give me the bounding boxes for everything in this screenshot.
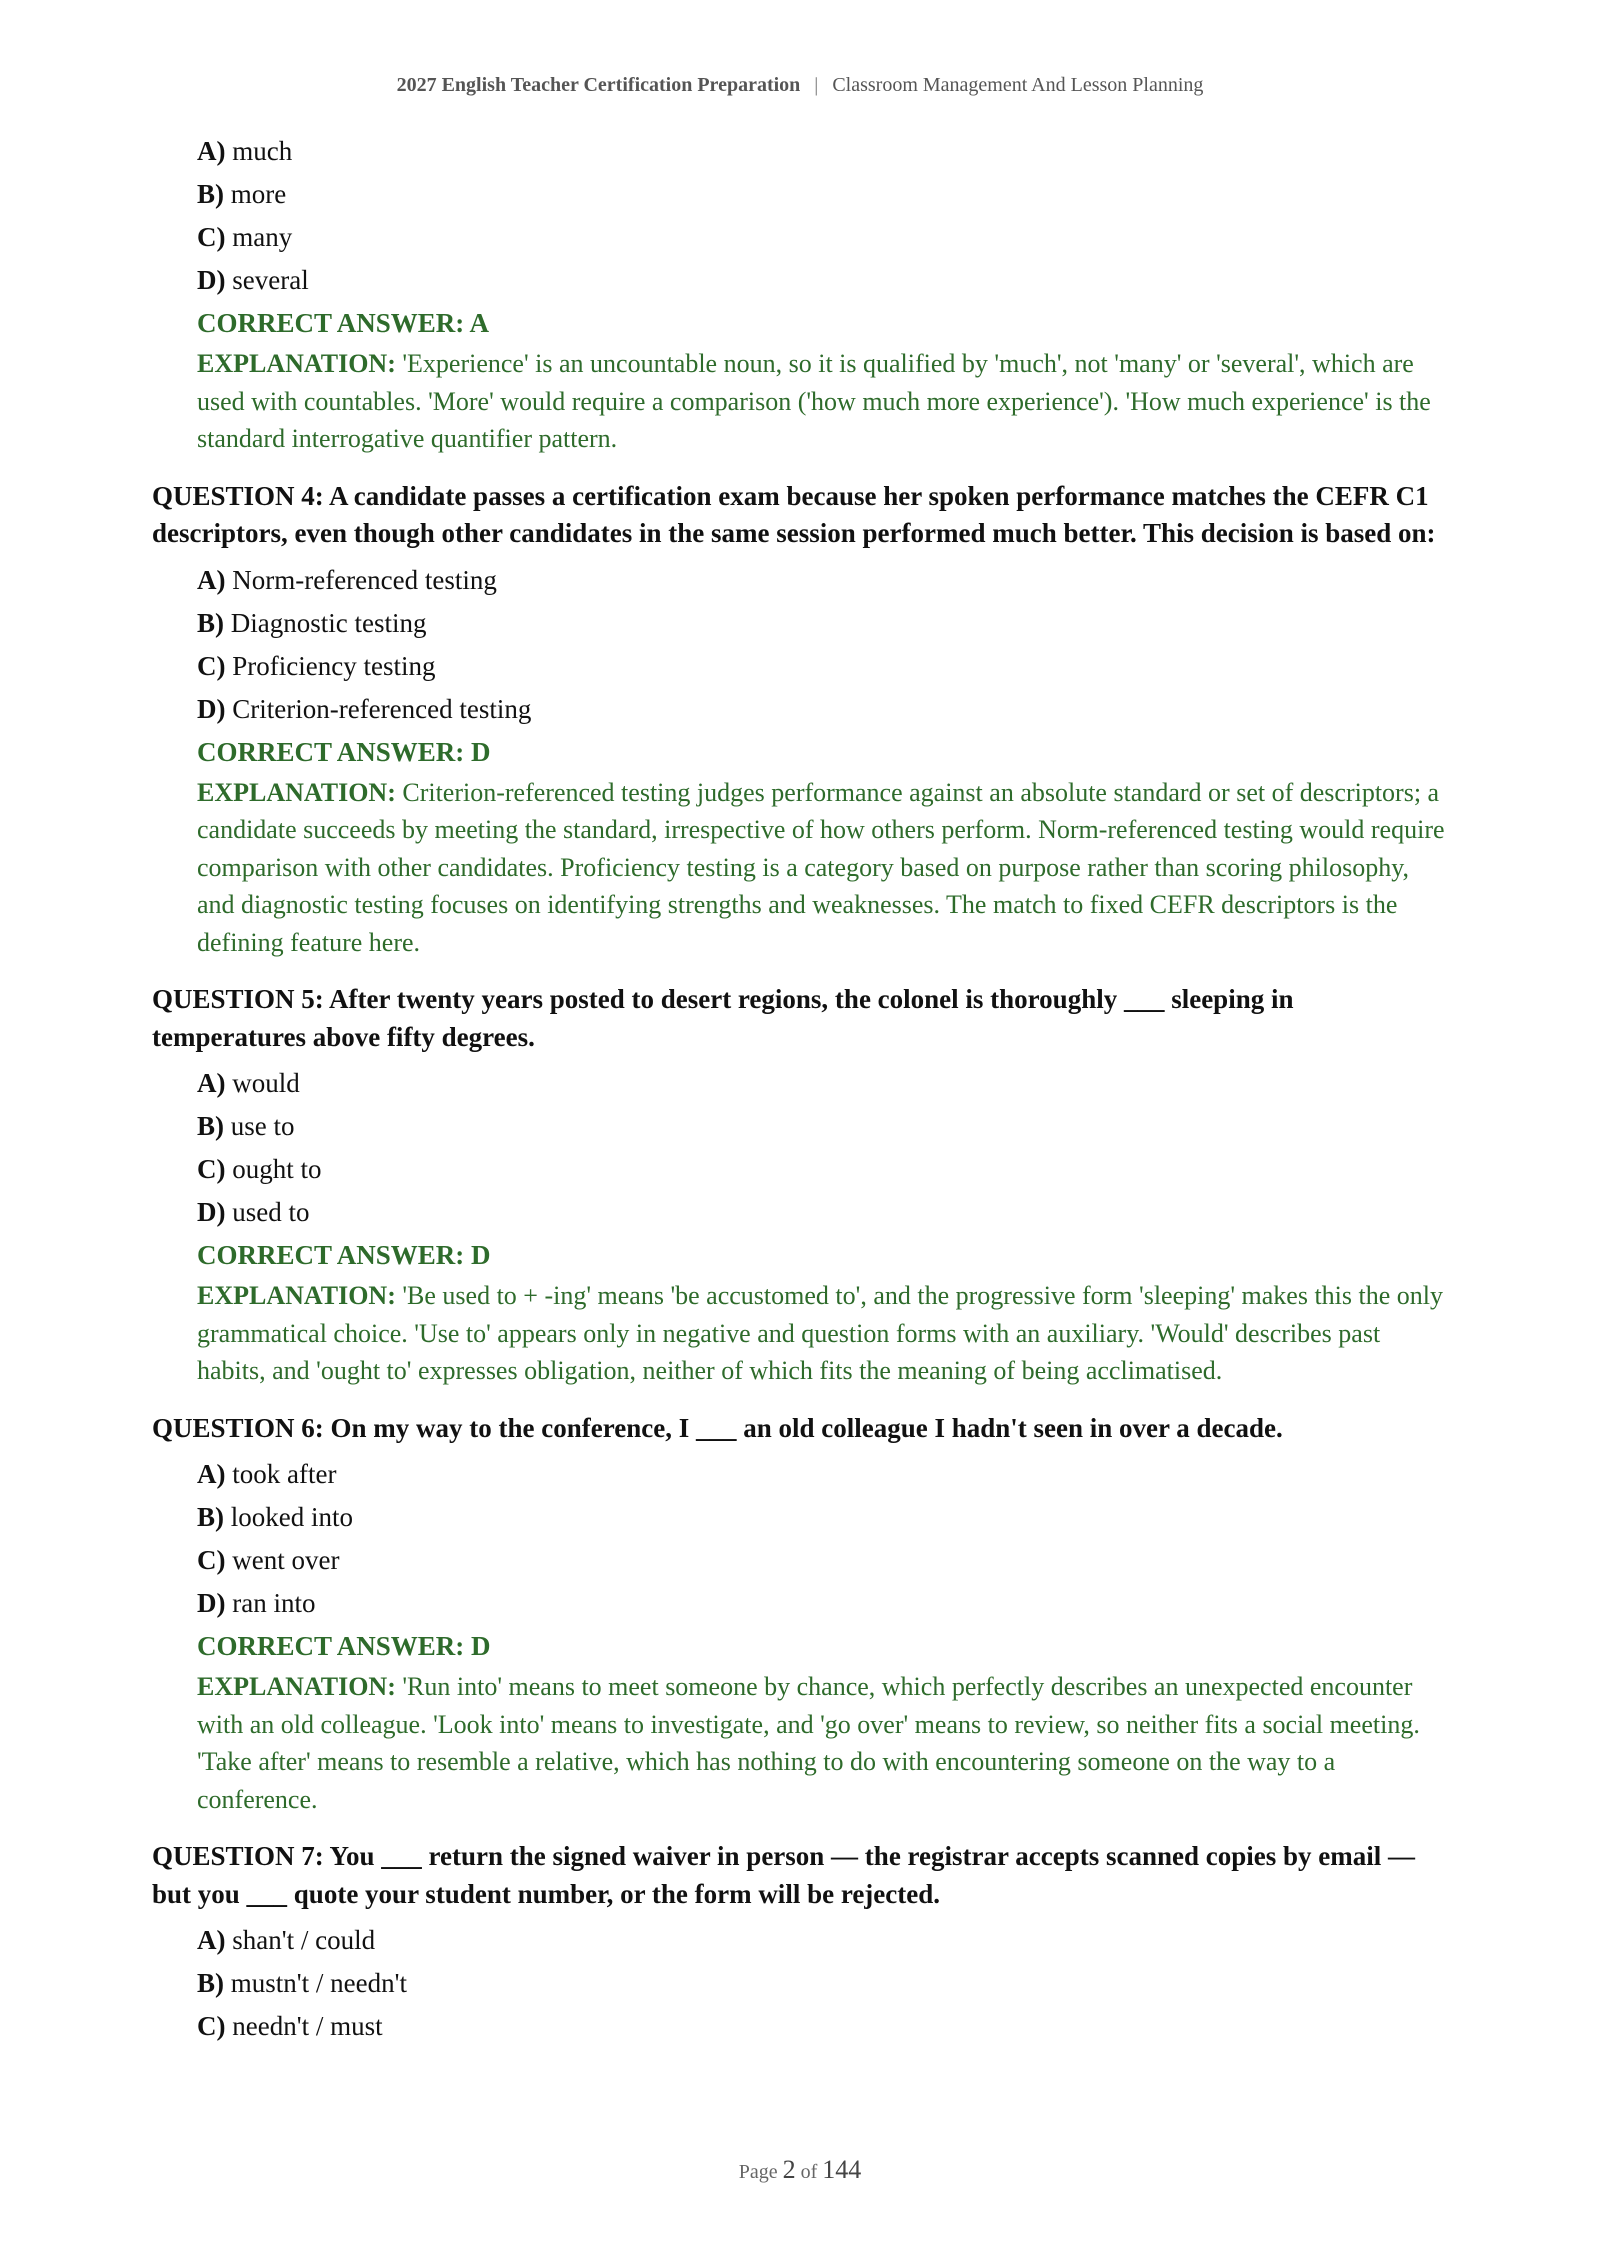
question-3-continuation xyxy=(152,130,1452,458)
option-letter: D) xyxy=(197,1197,226,1227)
header-separator: | xyxy=(814,74,819,96)
option-b xyxy=(197,1105,1452,1148)
explanation-text: 'Run into' means to meet someone by chance, which perfectly describes an unexpected encounter with an old colleague. 'Look into' means to investigate, and 'go over' means to review, so neither fits a social meeting. 'Take after' means to resemble a relative, which has nothing to do with encountering someone on the way to a conference. xyxy=(197,1672,1420,1814)
option-a xyxy=(197,1919,1452,1962)
option-letter: A) xyxy=(197,1459,226,1489)
option-text: shan't / could xyxy=(232,1925,376,1955)
option-letter: B) xyxy=(197,179,224,209)
total-pages: 144 xyxy=(822,2155,862,2184)
option-c xyxy=(197,645,1452,688)
option-letter: C) xyxy=(197,1545,226,1575)
option-a xyxy=(197,130,1452,173)
option-text: took after xyxy=(232,1459,337,1489)
option-letter: D) xyxy=(197,265,226,295)
option-letter: C) xyxy=(197,222,226,252)
option-letter: C) xyxy=(197,650,226,681)
question-7 xyxy=(152,1838,1452,2048)
option-text: use to xyxy=(230,1111,295,1141)
option-a xyxy=(197,1062,1452,1105)
options-list xyxy=(197,559,1452,731)
explanation-text: 'Be used to + -ing' means 'be accustomed to', and the progressive form 'sleeping' makes this the only grammatical choice. 'Use to' appears only in negative and question forms with an auxiliary. 'Would' describes past habits, and 'ought to' expresses obligation, neither of which fits the meaning of being acclimatised. xyxy=(197,1281,1444,1385)
page-word: Page xyxy=(738,2161,778,2183)
options-list xyxy=(197,130,1452,302)
option-text: Proficiency testing xyxy=(232,650,436,681)
option-text: ought to xyxy=(232,1154,322,1184)
explanation xyxy=(197,1277,1452,1390)
option-letter: D) xyxy=(197,1588,226,1618)
header-title: 2027 English Teacher Certification Preparation xyxy=(396,74,801,96)
option-letter: A) xyxy=(197,1925,226,1955)
explanation-label: EXPLANATION: xyxy=(197,777,396,807)
options-list xyxy=(197,1453,1452,1625)
option-letter: B) xyxy=(197,1502,224,1532)
option-text: Criterion-referenced testing xyxy=(232,693,532,724)
current-page-number: 2 xyxy=(782,2155,796,2184)
option-text: Norm-referenced testing xyxy=(232,564,497,595)
option-b xyxy=(197,1496,1452,1539)
option-text: several xyxy=(232,265,309,295)
correct-answer: CORRECT ANSWER: D xyxy=(197,1240,491,1270)
option-c xyxy=(197,1539,1452,1582)
option-letter: C) xyxy=(197,1154,226,1184)
explanation xyxy=(197,774,1452,962)
correct-answer: CORRECT ANSWER: D xyxy=(197,736,491,767)
option-letter: A) xyxy=(197,136,226,166)
option-text: many xyxy=(232,222,293,252)
option-c xyxy=(197,2005,1452,2048)
option-letter: A) xyxy=(197,564,226,595)
option-text: looked into xyxy=(230,1502,353,1532)
options-list xyxy=(197,1062,1452,1234)
option-text: went over xyxy=(232,1545,340,1575)
option-text: ran into xyxy=(232,1588,316,1618)
of-word: of xyxy=(800,2161,818,2183)
explanation xyxy=(197,345,1452,458)
option-d xyxy=(197,1582,1452,1625)
option-letter: B) xyxy=(197,1968,224,1998)
page-footer xyxy=(0,2155,1600,2185)
correct-answer: CORRECT ANSWER: A xyxy=(197,308,490,338)
question-text: QUESTION 6: On my way to the conference, I ___ an old colleague I hadn't seen in over a decade. xyxy=(152,1412,1283,1443)
option-b xyxy=(197,602,1452,645)
explanation-label: EXPLANATION: xyxy=(197,1281,396,1310)
option-c xyxy=(197,1148,1452,1191)
options-list xyxy=(197,1919,1452,2048)
option-text: needn't / must xyxy=(232,2011,383,2041)
option-d xyxy=(197,259,1452,302)
option-a xyxy=(197,559,1452,602)
explanation-text: Criterion-referenced testing judges performance against an absolute standard or set of descriptors; a candidate succeeds by meeting the standard, irrespective of how others perform. Norm-referenced testing would require comparison with other candidates. Proficiency testing is a category based on purpose rather than scoring philosophy, and diagnostic testing focuses on identifying strengths and weaknesses. The match to fixed CEFR descriptors is the defining feature here. xyxy=(197,777,1445,957)
option-c xyxy=(197,216,1452,259)
option-text: used to xyxy=(232,1197,310,1227)
question-text: QUESTION 7: You ___ return the signed waiver in person — the registrar accepts scanned copies by email — but you ___ quote your student number, or the form will be rejected. xyxy=(152,1841,1415,1909)
question-6 xyxy=(152,1410,1452,1819)
explanation-label: EXPLANATION: xyxy=(197,349,396,378)
option-d xyxy=(197,688,1452,731)
option-letter: B) xyxy=(197,1111,224,1141)
option-letter: B) xyxy=(197,607,224,638)
option-text: more xyxy=(230,179,287,209)
explanation xyxy=(197,1668,1452,1818)
option-letter: D) xyxy=(197,693,226,724)
option-text: Diagnostic testing xyxy=(230,607,427,638)
option-a xyxy=(197,1453,1452,1496)
option-text: much xyxy=(232,136,293,166)
question-text: QUESTION 4: A candidate passes a certification exam because her spoken performance matches the CEFR C1 descriptors, even though other candidates in the same session performed much better. This decision is based on: xyxy=(152,480,1436,548)
correct-answer: CORRECT ANSWER: D xyxy=(197,1631,491,1661)
option-text: mustn't / needn't xyxy=(230,1968,407,1998)
page-content xyxy=(152,130,1452,2048)
explanation-label: EXPLANATION: xyxy=(197,1672,396,1701)
question-5 xyxy=(152,981,1452,1390)
option-b xyxy=(197,1962,1452,2005)
question-text: QUESTION 5: After twenty years posted to desert regions, the colonel is thoroughly ___ sleeping in temperatures above fifty degrees. xyxy=(152,984,1294,1052)
option-letter: A) xyxy=(197,1068,226,1098)
option-text: would xyxy=(232,1068,300,1098)
option-letter: C) xyxy=(197,2011,226,2041)
explanation-text: 'Experience' is an uncountable noun, so it is qualified by 'much', not 'many' or 'several', which are used with countables. 'More' would require a comparison ('how much more experience'). 'How much experience' is the standard interrogative quantifier pattern. xyxy=(197,349,1431,453)
page-header xyxy=(0,74,1600,97)
option-b xyxy=(197,173,1452,216)
header-subtitle: Classroom Management And Lesson Planning xyxy=(832,74,1204,96)
option-d xyxy=(197,1191,1452,1234)
question-4 xyxy=(152,478,1452,962)
